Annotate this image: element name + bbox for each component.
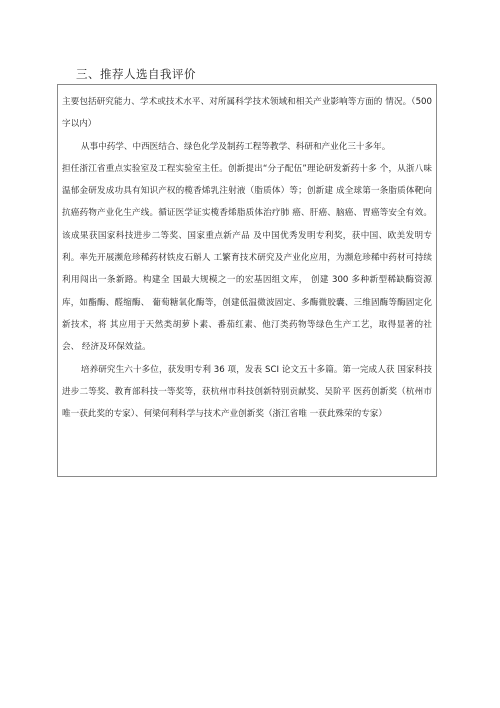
evaluation-prompt: 主要包括研究能力、学术或技术水平、对所属科学技术领域和相关产业影响等方面的 情况。（500 字以内） xyxy=(62,97,432,130)
evaluation-paragraph-achievements: 担任浙江省重点实验室及工程实验室主任。创新提出“分子配伍”理论研发新药十多 个，从浙八味温郁金研发成功具有知识产权的榄香烯乳注射液（脂质体）等；创新建 成全球第一条脂质体靶向抗癌药物产业化生产线。循证医学证实榄香烯脂质体治疗肺 癌、肝癌、脑癌、胃癌等安全有效。该成果获国家科技进步二等奖、国家重点新产品 及中国优秀发明专利奖，获中国、欧美发明专利。率先开展濒危珍稀药材铁皮石斛人 工繁育技术研究及产业化应用，为濒危珍稀中药材可持续利用闯出一条新路。构建全 国最大规模之一的宏基因组文库， 创建 300 多种新型稀缺酶资源库，如酯酶、醛缩酶、 葡萄糖氧化酶等，创建低温微波固定、多酶微胶囊、三维固酶等酶固定化新技术，将 其应用于天然类胡萝卜素、番茄红素、他汀类药物等绿色生产工艺，取得显著的社会、 经济及环保效益。 xyxy=(62,163,432,353)
self-evaluation-box xyxy=(57,84,437,477)
evaluation-paragraph-career: 从事中药学、中西医结合、绿色化学及制药工程等教学、科研和产业化三十多年。 xyxy=(80,141,391,152)
evaluation-paragraph-awards: 培养研究生六十多位，获发明专利 36 项，发表 SCI 论文五十多篇。第一完成人获 国家科技进步二等奖、教育部科技一等奖等，获杭州市科技创新特别贡献奖、吴阶平 医药创新奖（杭州市唯一获此奖的专家）、何梁何利科学与技术产业创新奖（浙江省唯 一获此殊荣的专家） xyxy=(62,364,432,420)
section-title: 三、推荐人选自我评价 xyxy=(76,67,196,81)
